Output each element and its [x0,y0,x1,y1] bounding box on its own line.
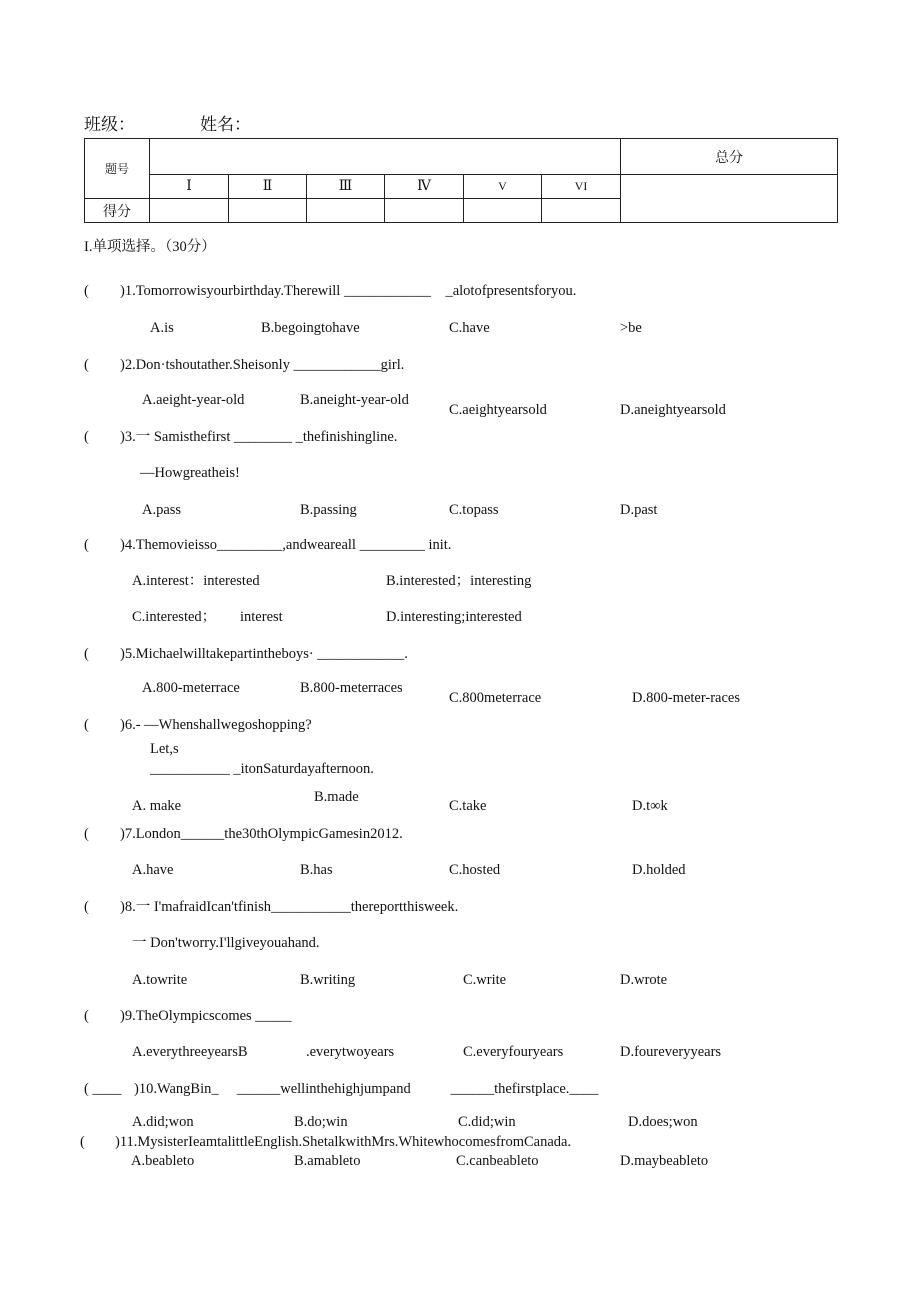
option: B.made [314,789,359,805]
score-cell[interactable] [150,199,229,223]
option: C.topass [449,502,499,518]
option: B.amableto [294,1153,361,1169]
score-row-label: 得分 [85,199,150,223]
answer-paren: ( [84,537,89,553]
answer-paren: ( [80,1134,85,1150]
answer-paren: ( [84,429,89,445]
answer-paren: ( [84,357,89,373]
option: A.towrite [132,972,188,988]
option: B.800-meterraces [300,680,403,696]
option: C.take [449,798,487,814]
merged-header-cell [150,139,621,175]
answer-paren: ( [84,717,89,733]
score-table [84,138,838,223]
answer-paren: ( [84,283,89,299]
option: .everytwoyears [306,1044,395,1060]
option: A. make [132,798,182,814]
option: A.is [150,320,174,336]
option: C.interested； [132,609,217,625]
option: C.did;win [458,1114,516,1130]
answer-paren: ( ____ [84,1081,122,1097]
option: C.have [449,320,490,336]
section-title: I.单项选择。（30分） [84,239,216,255]
option: A.everythreeyearsB [132,1044,248,1060]
option: D.interesting;interested [386,609,522,625]
section-4-header: Ⅳ [385,175,464,199]
question-stem: )4.Themovieisso_________,andweareall _________ init. [120,537,452,553]
option: A.did;won [132,1114,194,1130]
option: A.beableto [131,1153,195,1169]
option: D.holded [632,862,686,878]
section-1-header: Ⅰ [150,175,229,199]
question-stem: )5.Michaelwilltakepartintheboys· ____________. [120,646,408,662]
question-number-header: 题号 [85,139,150,199]
option: C.hosted [449,862,501,878]
option: B.do;win [294,1114,348,1130]
option: B.writing [300,972,356,988]
option: B.interested；interesting [386,573,532,589]
question-stem: )11.MysisterIeamtalittleEnglish.ShetalkwithMrs.WhitewhocomesfromCanada. [115,1134,572,1150]
score-cell[interactable] [542,199,621,223]
answer-paren: ( [84,899,89,915]
section-3-header: Ⅲ [307,175,385,199]
question-stem: )7.London______the30thOlympicGamesin2012. [120,826,403,842]
option: A.interest：interested [132,573,260,589]
answer-paren: ( [84,826,89,842]
section-2-header: Ⅱ [229,175,307,199]
option: C.everyfouryears [463,1044,564,1060]
option: D.maybeableto [620,1153,709,1169]
option: B.aneight-year-old [300,392,409,408]
option: A.pass [142,502,182,518]
dialogue-line: Let,s [150,741,179,757]
section-5-header: V [464,175,542,199]
question-stem: )2.Don·tshoutather.Sheisonly ____________girl. [120,357,405,373]
option: D.does;won [628,1114,698,1130]
score-cell[interactable] [464,199,542,223]
option: B.begoingtohave [261,320,360,336]
option: D.past [620,502,658,518]
option: D.t∞k [632,798,668,814]
option: A.have [132,862,174,878]
option: C.aeightyearsold [449,402,547,418]
score-cell[interactable] [229,199,307,223]
question-stem: )10.WangBin_ ______wellinthehighjumpand ______thefirstplace.____ [134,1081,599,1097]
dialogue-line: ___________ _itonSaturdayafternoon. [150,761,374,777]
option: D.aneightyearsold [620,402,726,418]
dialogue-line: —Howgreatheis! [140,465,240,481]
option: C.800meterrace [449,690,542,706]
option: B.has [300,862,333,878]
option-continuation: interest [240,609,283,625]
question-stem: )6.- —Whenshallwegoshopping? [120,717,312,733]
section-6-header: VI [542,175,621,199]
question-stem: )9.TheOlympicscomes _____ [120,1008,292,1024]
question-stem: )1.Tomorrowisyourbirthday.Therewill ____________ _alotofpresentsforyou. [120,283,577,299]
option: A.800-meterrace [142,680,240,696]
answer-paren: ( [84,1008,89,1024]
option: D.wrote [620,972,668,988]
total-score-cell[interactable] [621,175,838,223]
dialogue-line: 一 Don'tworry.I'llgiveyouahand. [132,935,320,951]
class-label: 班级： [84,115,135,134]
question-stem: )3.一 Samisthefirst ________ _thefinishingline. [120,429,398,445]
option: >be [620,320,642,336]
option: A.aeight-year-old [142,392,245,408]
score-cell[interactable] [307,199,385,223]
option: D.800-meter-races [632,690,740,706]
name-label: 姓名： [200,115,251,134]
option: B.passing [300,502,357,518]
option: C.write [463,972,507,988]
option: D.foureveryyears [620,1044,722,1060]
answer-paren: ( [84,646,89,662]
total-header: 总分 [621,139,838,175]
score-cell[interactable] [385,199,464,223]
question-stem: )8.一 I'mafraidIcan'tfinish___________thereportthisweek. [120,899,459,915]
option: C.canbeableto [456,1153,539,1169]
